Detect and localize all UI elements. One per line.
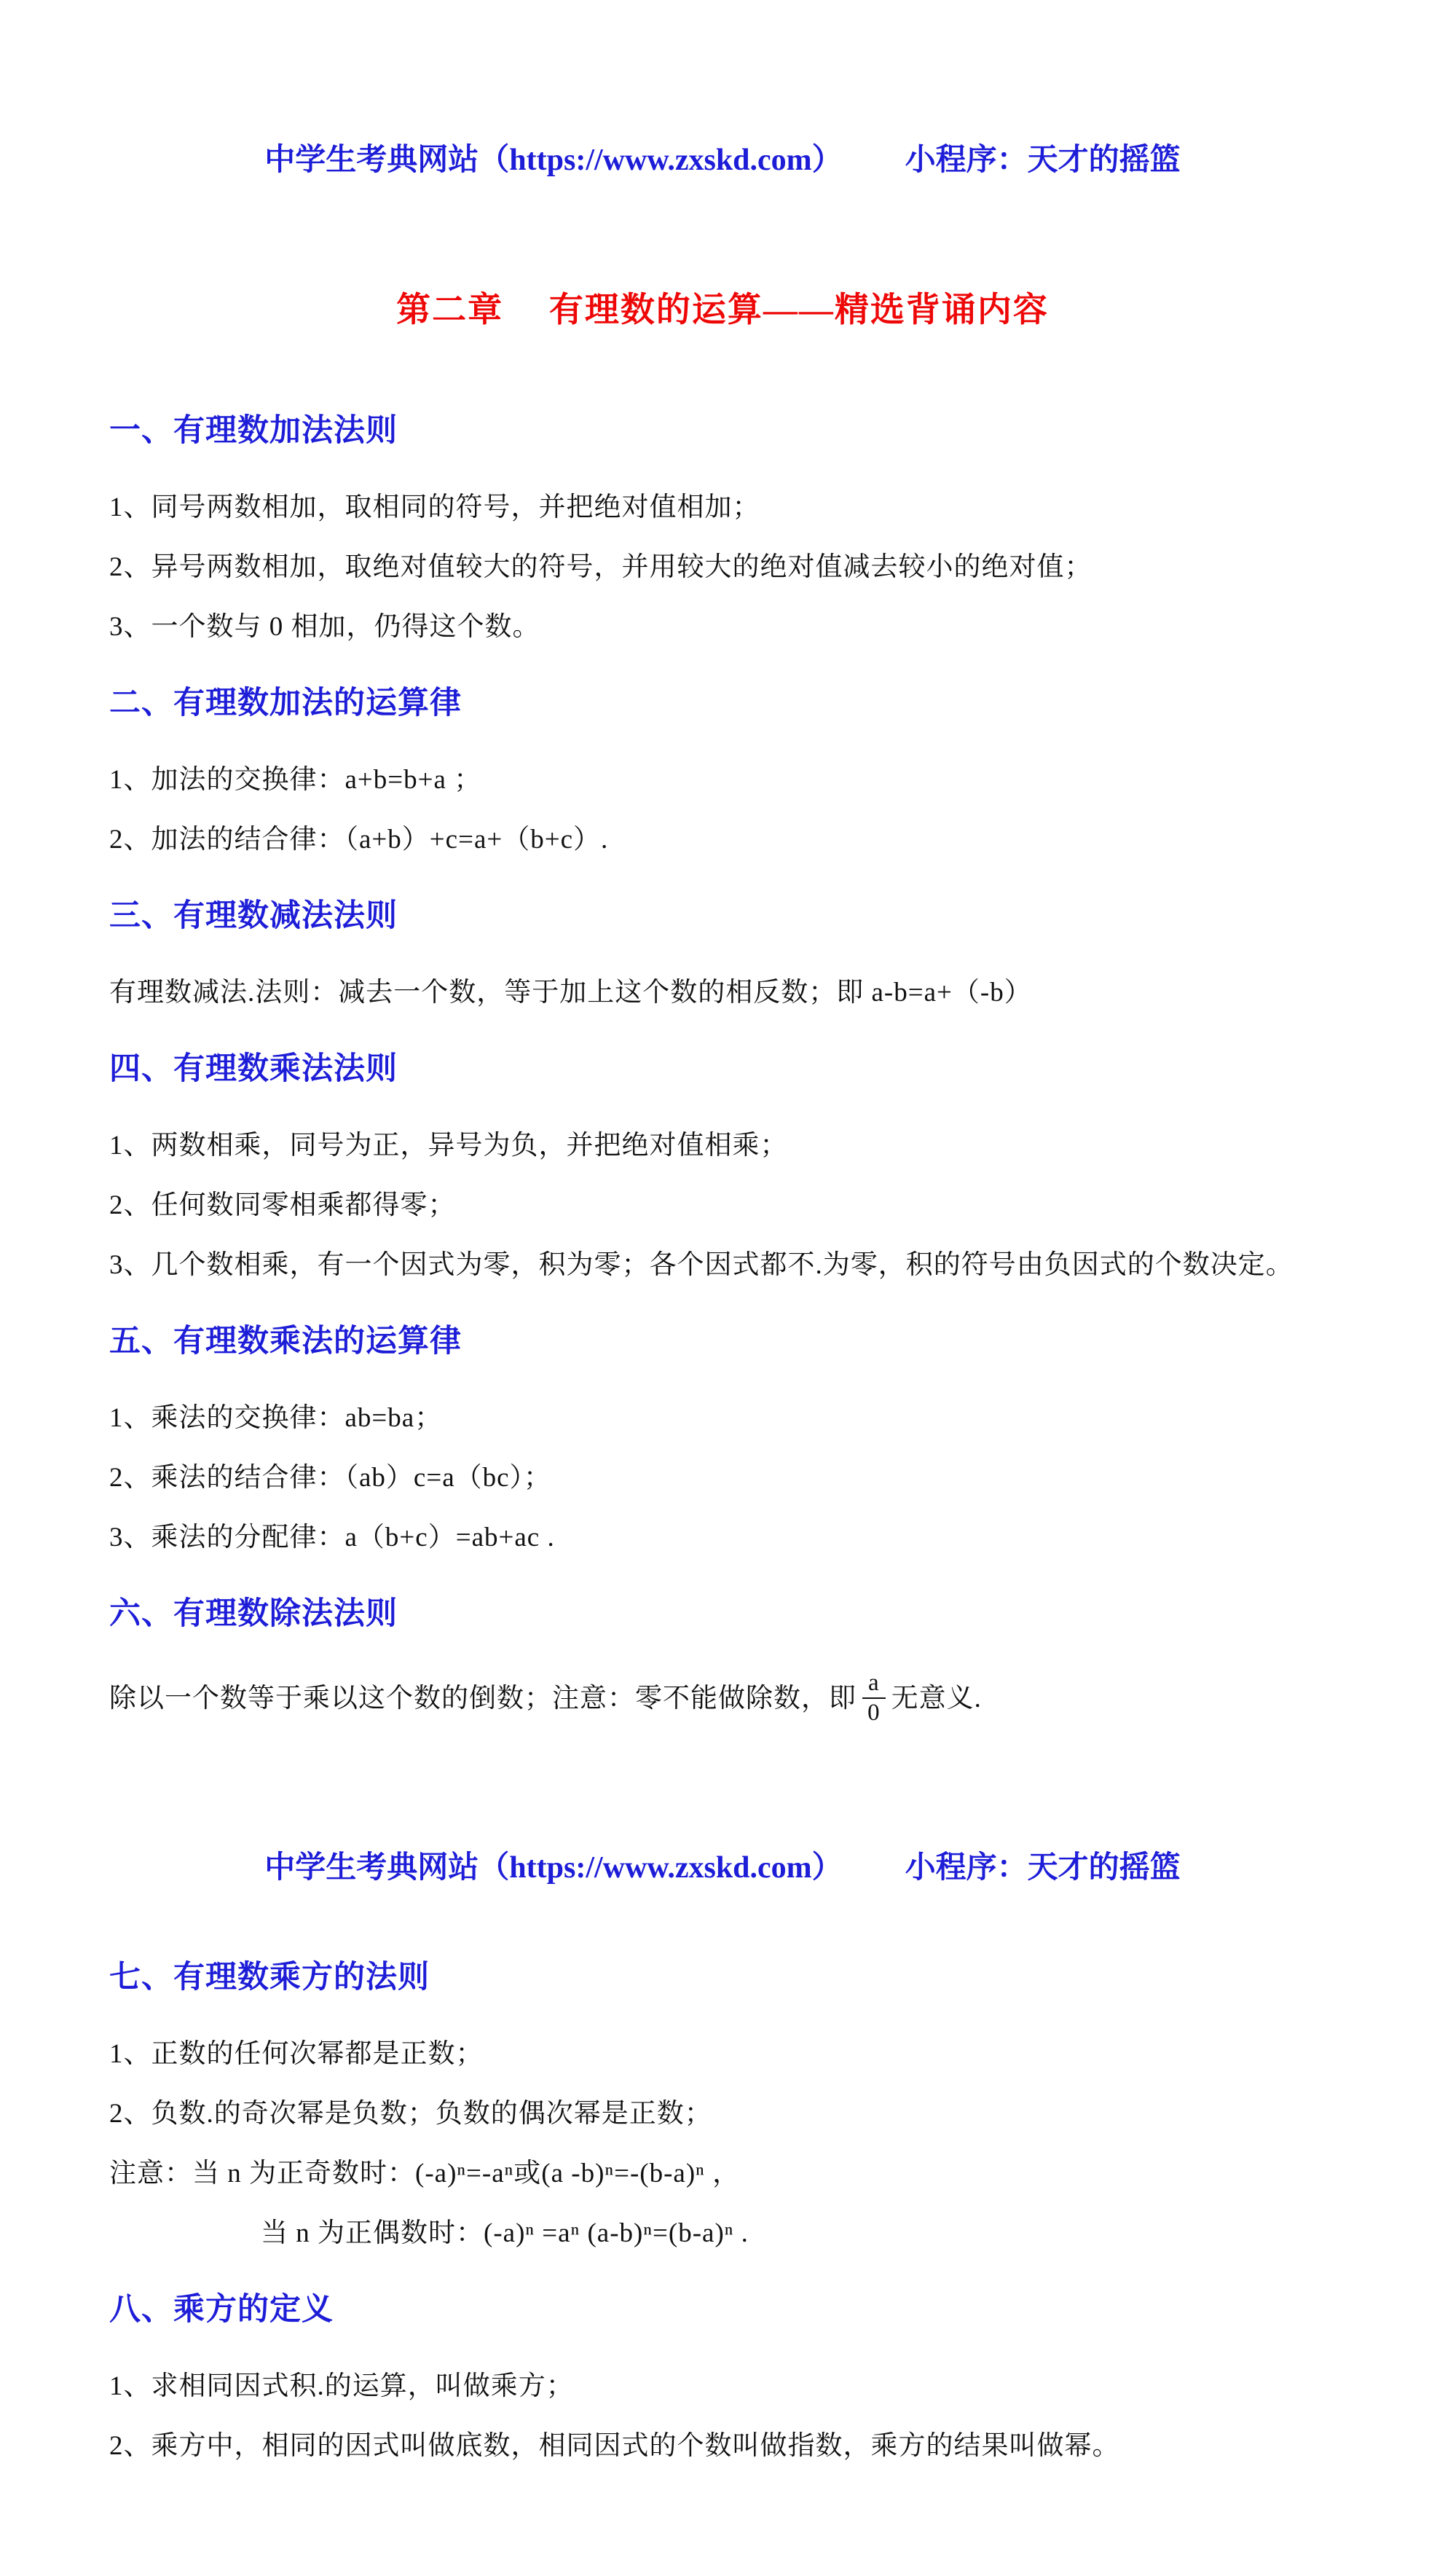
rule-line: 2、异号两数相加，取绝对值较大的符号，并用较大的绝对值减去较小的绝对值； [109, 552, 1092, 582]
section-heading-multiplication-laws: 五、有理数乘法的运算律 [109, 1324, 462, 1359]
rule-line: 1、两数相乘，同号为正，异号为负，并把绝对值相乘； [109, 1131, 788, 1161]
mini-program-label: 小程序：天才的摇篮 [905, 1851, 1181, 1885]
section-division-rules [109, 1596, 1336, 1728]
rule-line: 1、同号两数相加，取相同的符号，并把绝对值相加； [109, 492, 760, 522]
division-rule-prefix: 除以一个数等于乘以这个数的倒数；注意：零不能做除数，即 [109, 1684, 857, 1714]
section-multiplication-rules [109, 1051, 1336, 1283]
power-note-odd-line: 注意：当 n 为正奇数时：(-a)ⁿ=-aⁿ或(a -b)ⁿ=-(b-a)ⁿ ， [109, 2159, 741, 2189]
site-url-label: 中学生考典网站（https://www.zxskd.com） [264, 144, 843, 177]
top-site-header [109, 136, 1336, 179]
rule-line: 1、加法的交换律：a+b=b+a ； [109, 765, 482, 795]
rule-line: 3、一个数与 0 相加，仍得这个数。 [109, 612, 540, 642]
rule-line: 1、求相同因式积.的运算，叫做乘方； [109, 2371, 574, 2402]
fraction-numerator: a [862, 1670, 886, 1699]
section-heading-division-rules: 六、有理数除法法则 [109, 1597, 398, 1631]
rule-line: 2、乘方中，相同的因式叫做底数，相同因式的个数叫做指数，乘方的结果叫做幂。 [109, 2431, 1120, 2462]
rule-line: 2、任何数同零相乘都得零； [109, 1190, 456, 1220]
section-addition-rules [109, 413, 1336, 645]
fraction-a-over-0 [862, 1670, 886, 1725]
rule-line: 1、乘法的交换律：ab=ba； [109, 1403, 443, 1433]
division-rule-line [109, 1670, 1336, 1728]
rule-line: 2、乘法的结合律：（ab）c=a（bc）； [109, 1463, 552, 1493]
section-heading-addition-rules: 一、有理数加法法则 [109, 414, 398, 448]
section-power-rules [109, 1960, 1336, 2251]
rule-line: 2、负数.的奇次幂是负数；负数的偶次幂是正数； [109, 2099, 712, 2129]
fraction-denominator: 0 [867, 1699, 881, 1726]
power-note-even-line: 当 n 为正偶数时：(-a)ⁿ =aⁿ (a-b)ⁿ=(b-a)ⁿ . [261, 2218, 749, 2249]
page-title: 第二章 有理数的运算——精选背诵内容 [396, 291, 1049, 329]
mini-program-label: 小程序：天才的摇篮 [905, 144, 1181, 177]
rule-line: 3、乘法的分配律：a（b+c）=ab+ac . [109, 1523, 555, 1552]
mid-site-header [109, 1843, 1336, 1887]
division-rule-suffix: 无意义. [891, 1684, 982, 1714]
section-addition-laws [109, 686, 1336, 857]
section-subtraction-rules [109, 898, 1336, 1010]
section-power-definition [109, 2292, 1336, 2464]
rule-line: 2、加法的结合律：（a+b）+c=a+（b+c）. [109, 825, 609, 855]
section-heading-multiplication-rules: 四、有理数乘法法则 [109, 1052, 398, 1086]
section-heading-power-definition: 八、乘方的定义 [109, 2293, 334, 2328]
rule-line: 1、正数的任何次幂都是正数； [109, 2039, 484, 2070]
section-heading-addition-laws: 二、有理数加法的运算律 [109, 686, 462, 720]
section-heading-subtraction-rules: 三、有理数减法法则 [109, 899, 398, 933]
section-multiplication-laws [109, 1324, 1336, 1555]
site-url-label: 中学生考典网站（https://www.zxskd.com） [264, 1851, 843, 1885]
section-heading-power-rules: 七、有理数乘方的法则 [109, 1960, 430, 1995]
rule-line: 3、几个数相乘，有一个因式为零，积为零；各个因式都不.为零，积的符号由负因式的个数决定。 [109, 1250, 1294, 1280]
rule-line: 有理数减法.法则：减去一个数，等于加上这个数的相反数；即 a-b=a+（-b） [109, 978, 1032, 1008]
